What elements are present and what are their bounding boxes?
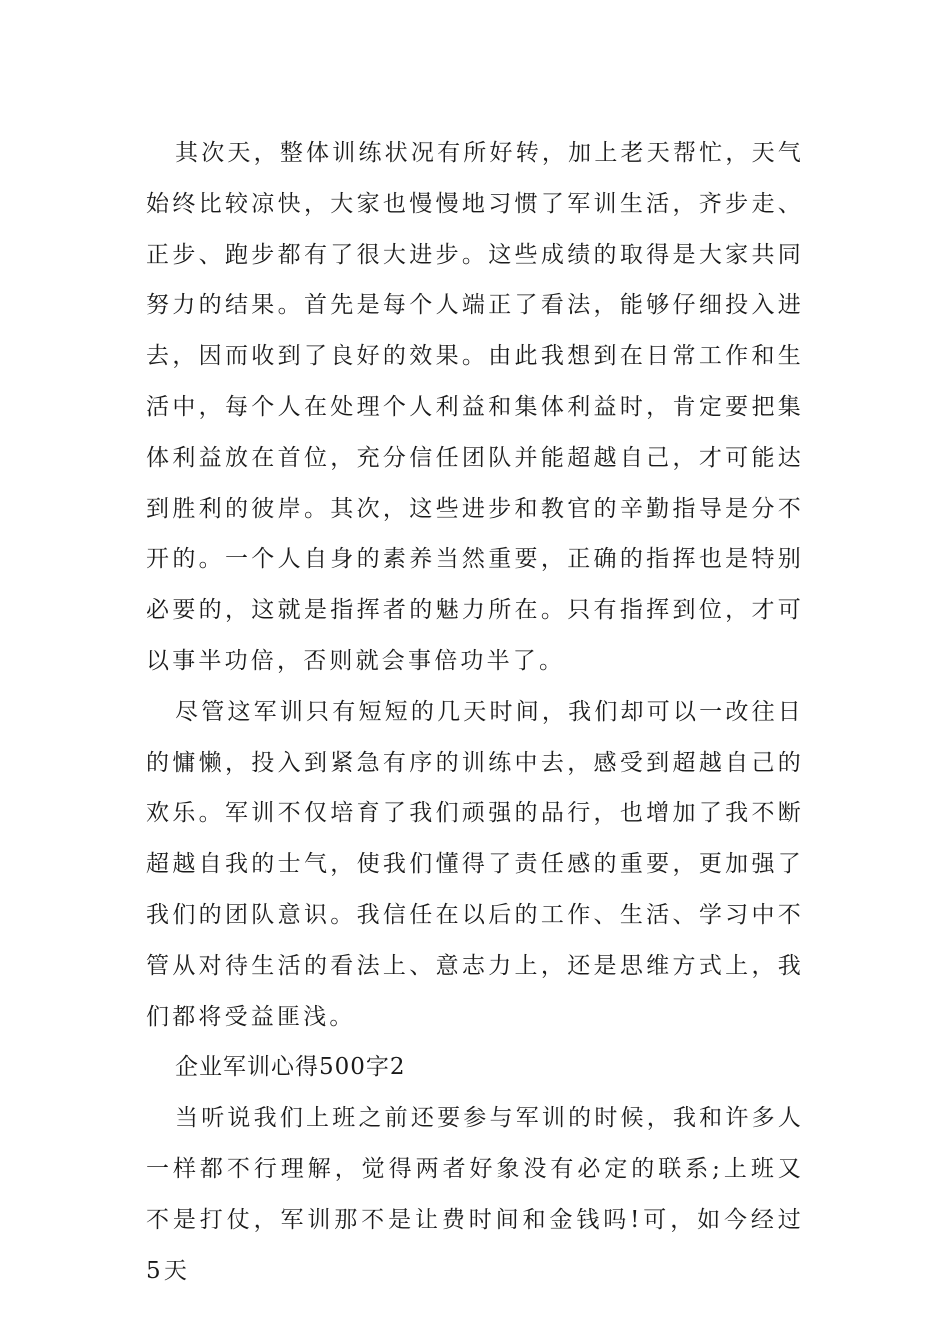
paragraph-2: 尽管这军训只有短短的几天时间，我们却可以一改往日的慵懒，投入到紧急有序的训练中去，感受到超越自己的欢乐。军训不仅培育了我们顽强的品行，也增加了我不断超越自我的士气，使我们懂得了责任感的重要，更加强了我们的团队意识。我信任在以后的工作、生活、学习中不管从对待生活的看法上、意志力上，还是思维方式上，我们都将受益匪浅。 xyxy=(146,698,804,1030)
paragraph-1: 其次天，整体训练状况有所好转，加上老天帮忙，天气始终比较凉快，大家也慢慢地习惯了军训生活，齐步走、正步、跑步都有了很大进步。这些成绩的取得是大家共同努力的结果。首先是每个人端正了看法，能够仔细投入进去，因而收到了良好的效果。由此我想到在日常工作和生活中，每个人在处理个人利益和集体利益时，肯定要把集体利益放在首位，充分信任团队并能超越自己，才可能达到胜利的彼岸。其次，这些进步和教官的辛勤指导是分不开的。一个人自身的素养当然重要，正确的指挥也是特别必要的，这就是指挥者的魅力所在。只有指挥到位，才可以事半功倍，否则就会事倍功半了。 xyxy=(146,140,804,674)
document-body xyxy=(146,128,804,1296)
section-heading: 企业军训心得500字2 xyxy=(175,1054,406,1081)
paragraph-3: 当听说我们上班之前还要参与军训的时候，我和许多人一样都不行理解，觉得两者好象没有必定的联系;上班又不是打仗，军训那不是让费时间和金钱吗!可，如今经过5天 xyxy=(146,1105,804,1284)
